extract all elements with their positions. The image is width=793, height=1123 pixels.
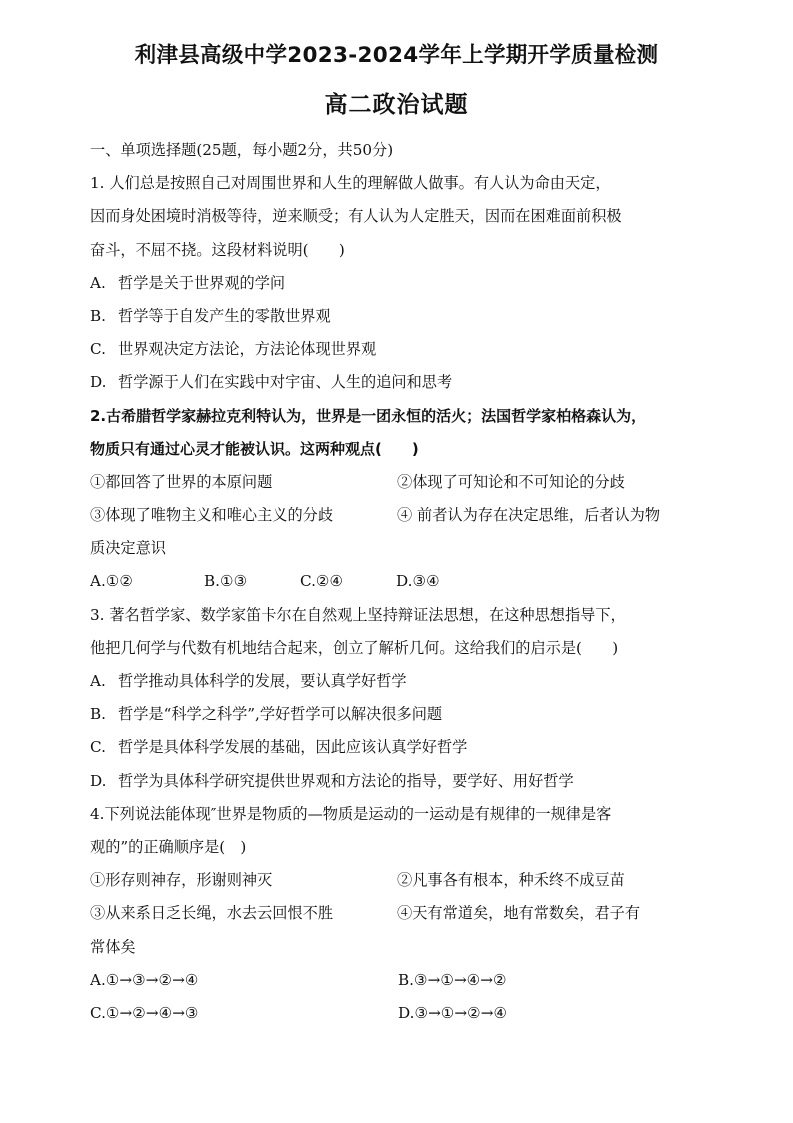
option-letter: B. — [90, 306, 106, 325]
statement-2: ②体现了可知论和不可知论的分歧 — [397, 472, 625, 491]
statement-3: ③体现了唯物主义和唯心主义的分歧 — [90, 506, 333, 525]
option-text: 哲学是“科学之科学”,学好哲学可以解决很多问题 — [118, 705, 443, 724]
question-2-line-1: 2.古希腊哲学家赫拉克利特认为，世界是一团永恒的活火；法国哲学家柏格森认为， — [90, 406, 647, 425]
question-2-line-2: 物质只有通过心灵才能被认识。这两种观点( ) — [90, 439, 419, 458]
choice-a: A.①→③→②→④ — [90, 970, 199, 989]
option-letter: A. — [90, 273, 106, 292]
question-1-option-d — [90, 366, 702, 399]
exam-subtitle: 高二政治试题 — [324, 92, 469, 118]
choice-d: D.③→①→②→④ — [398, 1003, 508, 1022]
section-heading: 一、单项选择题(25题，每小题2分，共50分) — [90, 141, 394, 159]
option-text: 世界观决定方法论，方法论体现世界观 — [118, 340, 377, 359]
statement-4-continued: 常体矣 — [90, 937, 136, 956]
question-4-line-2: 观的”的正确顺序是( ) — [90, 837, 247, 856]
statement-4-continued: 质决定意识 — [90, 539, 166, 558]
statement-1: ①形存则神存，形谢则神灭 — [90, 871, 273, 890]
option-letter: D. — [90, 771, 107, 790]
option-text: 哲学推动具体科学的发展，要认真学好哲学 — [118, 672, 407, 690]
option-letter: B. — [90, 705, 106, 724]
option-text: 哲学为具体科学研究提供世界观和方法论的指导，要学好、用好哲学 — [118, 771, 574, 790]
statement-4: ④ 前者认为存在决定思维，后者认为物 — [397, 506, 661, 525]
choice-c: C.②④ — [300, 572, 344, 591]
option-letter: A. — [90, 672, 106, 690]
question-3 — [90, 599, 702, 798]
option-letter: D. — [90, 373, 107, 392]
exam-content — [90, 134, 702, 1030]
question-2-choices — [90, 565, 702, 598]
exam-title: 利津县高级中学2023-2024学年上学期开学质量检测 — [134, 43, 659, 68]
question-2 — [90, 400, 702, 599]
question-4-choices-row-2 — [90, 997, 702, 1030]
question-1 — [90, 167, 702, 399]
question-2-items-row-2 — [90, 499, 702, 532]
choice-a: A.①② — [90, 572, 134, 591]
choice-b: B.③→①→④→② — [398, 970, 507, 989]
question-1-option-c — [90, 333, 702, 366]
question-3-line-2: 他把几何学与代数有机地结合起来，创立了解析几何。这给我们的启示是( ) — [90, 638, 619, 657]
option-letter: C. — [90, 738, 106, 757]
question-4-items-row-1 — [90, 864, 702, 897]
question-1-option-a — [90, 267, 702, 300]
option-letter: C. — [90, 340, 106, 359]
question-4-items-row-2 — [90, 897, 702, 930]
choice-d: D.③④ — [396, 572, 440, 591]
statement-3: ③从来系日乏长绳，水去云回恨不胜 — [90, 904, 333, 923]
question-1-option-b — [90, 300, 702, 333]
option-text: 哲学源于人们在实践中对宇宙、人生的追问和思考 — [118, 373, 453, 392]
question-3-line-1: 3. 著名哲学家、数学家笛卡尔在自然观上坚持辩证法思想，在这种思想指导下， — [90, 605, 626, 624]
option-text: 哲学等于自发产生的零散世界观 — [118, 306, 331, 325]
question-3-option-d — [90, 765, 702, 798]
statement-1: ①都回答了世界的本原问题 — [90, 472, 273, 491]
question-4-line-1: 4.下列说法能体现″世界是物质的—物质是运动的一运动是有规律的一规律是客 — [90, 804, 612, 823]
question-4 — [90, 798, 702, 1030]
choice-c: C.①→②→④→③ — [90, 1003, 199, 1022]
statement-4: ④天有常道矣，地有常数矣，君子有 — [397, 904, 640, 923]
statement-2: ②凡事各有根本，种禾终不成豆苗 — [397, 871, 625, 890]
question-2-items-row-1 — [90, 466, 702, 499]
question-4-choices-row-1 — [90, 964, 702, 997]
question-3-option-c — [90, 731, 702, 764]
question-1-line-2: 因而身处困境时消极等待，逆来顺受；有人认为人定胜天，因而在困难面前积极 — [90, 207, 622, 226]
option-text: 哲学是关于世界观的学问 — [118, 273, 286, 292]
question-1-line-1: 1. 人们总是按照自己对周围世界和人生的理解做人做事。有人认为命由天定， — [90, 174, 611, 193]
choice-b: B.①③ — [204, 572, 248, 591]
question-3-option-a — [90, 665, 702, 698]
question-1-line-3: 奋斗，不屈不挠。这段材料说明( ) — [90, 240, 345, 259]
option-text: 哲学是具体科学发展的基础，因此应该认真学好哲学 — [118, 738, 468, 757]
question-3-option-b — [90, 698, 702, 731]
